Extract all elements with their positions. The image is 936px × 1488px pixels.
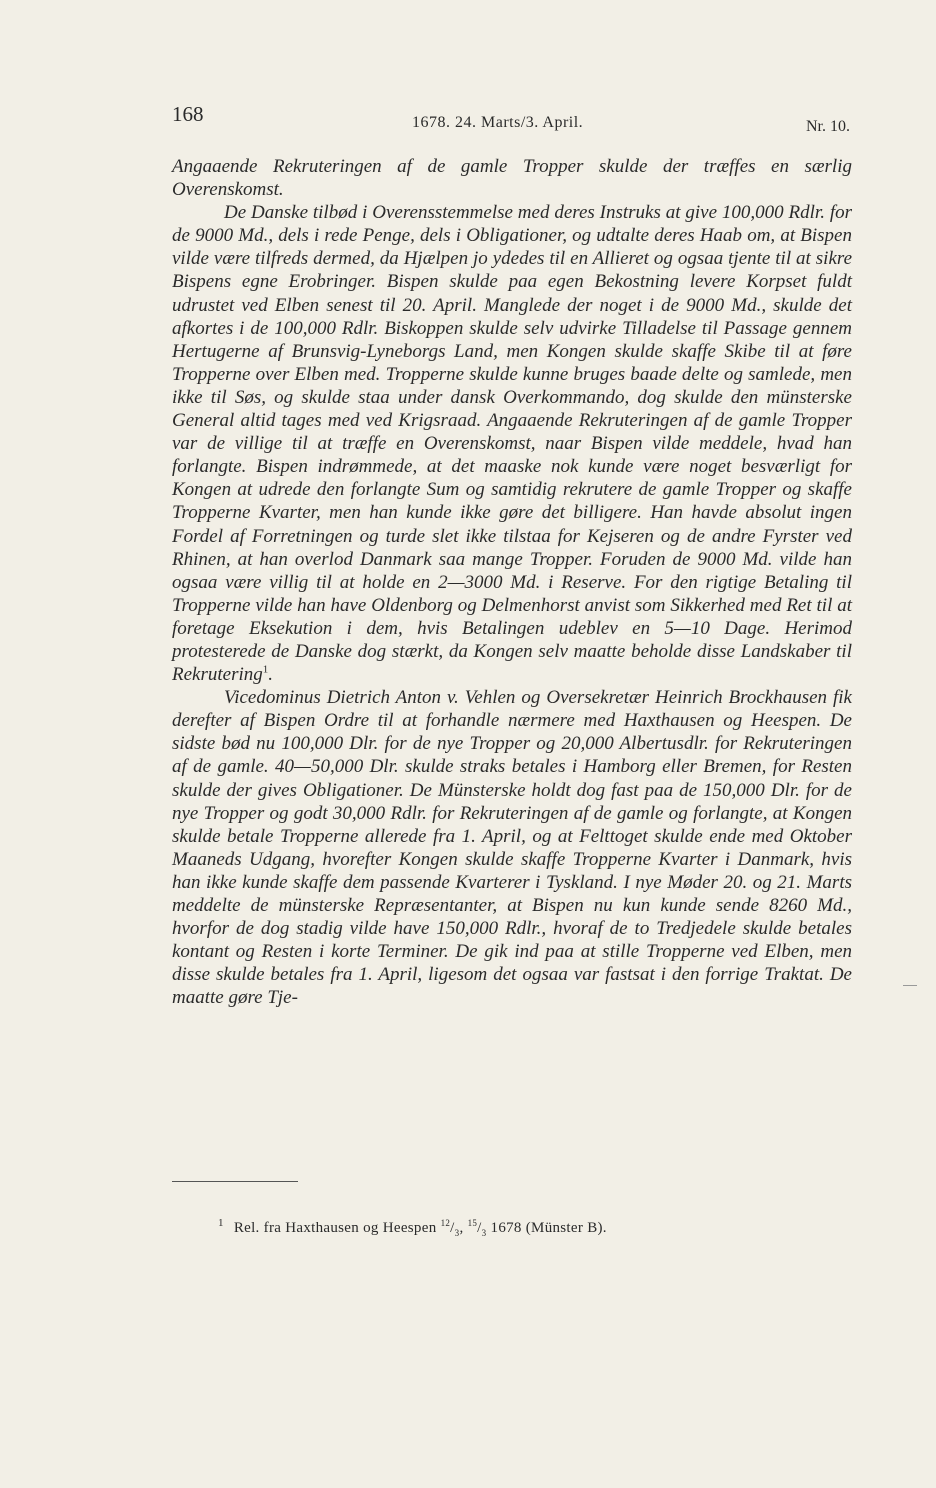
page-header <box>172 102 852 142</box>
body-text <box>172 155 852 1009</box>
footnote-date1-num: 12 <box>440 1218 451 1228</box>
footnote-divider <box>172 1181 298 1182</box>
footnote-suffix: 1678 (Münster B). <box>490 1220 607 1236</box>
footnote-date1-den: 3 <box>454 1228 460 1238</box>
footnote-date2-den: 3 <box>481 1228 487 1238</box>
footnote-date2-num: 15 <box>467 1218 478 1228</box>
footnote-marker: 1 <box>218 1217 224 1229</box>
paragraph-1: Angaaende Rekruteringen af de gamle Tropper skulde der træffes en særlig Overenskomst. <box>172 156 852 201</box>
page-number: 168 <box>172 102 204 126</box>
footnote-prefix: Rel. fra Haxthausen og Heespen <box>233 1220 437 1236</box>
footnote: $^1$ Rel. fra Haxthausen og Heespen $^{12}/_3$, $^{15}/_3$ 1678 (Münster B). <box>218 1217 607 1238</box>
footnote-reference[interactable]: 1 <box>262 663 269 676</box>
paragraph-3: Vicedominus Dietrich Anton v. Vehlen og Oversekretær Heinrich Brockhausen fik derefter af Bispen Ordre til at forhandle nærmere med Haxthausen og Heespen. De sidste bød nu 100,000 Dlr. for de nye Tropper og 20,000 Albertusdlr. for Rekruteringen af de gamle. 40—50,000 Dlr. skulde straks betales i Hamborg eller Bremen, for Resten skulde der gives Obligationer. De Münsterske holdt dog fast paa de 150,000 Dlr. for de nye Tropper og godt 30,000 Rdlr. for Rekruteringen af de gamle og forlangte, at Kongen skulde betale Tropperne allerede fra 1. April, og at Felttoget skulde ende med Oktober Maaneds Udgang, hvorefter Kongen skulde skaffe Tropperne Kvarter i Danmark, hvis han ikke kunde skaffe dem passende Kvarterer i Tyskland. I nye Møder 20. og 21. Marts meddelte de münsterske Repræsentanter, at Bispen nu kun kunde sende 8260 Md., hvorfor de dog stadig vilde have 150,000 Rdlr., hvoraf de to Tredjedele skulde betales kontant og Resten i korte Terminer. De gik ind paa at stille Tropperne ved Elben, men disse skulde betales fra 1. April, ligesom det ogsaa var fastsat i den forrige Traktat. De maatte gøre Tje- <box>172 687 852 1009</box>
paragraph-2-tail: . <box>268 664 274 686</box>
document-number: Nr. 10. <box>806 118 850 135</box>
margin-mark <box>903 985 917 986</box>
paragraph-2 <box>172 201 852 686</box>
running-title: 1678. 24. Marts/3. April. <box>412 114 584 131</box>
paragraph-2-text: De Danske tilbød i Overensstemmelse med deres Instruks at give 100,000 Rdlr. for de 9000 Md., dels i rede Penge, dels i Obligationer, og udtalte deres Haab om, at Bispen vilde være tilfreds dermed, da Hjælpen jo ydedes til en Allieret og ogsaa tjente til at sikre Bispens egne Erobringer. Bispen skulde paa egen Bekostning levere Korpset fuldt udrustet ved Elben senest til 20. April. Manglede der noget i de 9000 Md., skulde det afkortes i de 100,000 Rdlr. Biskoppen skulde selv udvirke Tilladelse til Passage gennem Hertugerne af Brunsvig-Lyneborgs Land, men Kongen skulde skaffe Skibe til at føre Tropperne over Elben med. Tropperne skulde kunne bruges baade delte og samlede, men ikke til Søs, og skulde staa under dansk Overkommando, dog skulde den münsterske General altid tages med ved Krigsraad. Angaaende Rekruteringen af de gamle Tropper var de villige til at træffe en Overenskomst, naar Bispen vilde meddele, hvad han forlangte. Bispen indrømmede, at det maaske nok kunde være noget besværligt for Kongen at udrede den forlangte Sum og samtidig rekrutere de gamle Tropper og skaffe Tropperne Kvarter, men han kunde ikke gøre det billigere. Han havde absolut ingen Fordel af Forretningen og turde slet ikke tilstaa for Kejseren og de andre Fyrster ved Rhinen, at han overlod Danmark saa mange Tropper. Foruden de 9000 Md. vilde han ogsaa være villig til at holde en 2—3000 Md. i Reserve. For den rigtige Betaling til Tropperne vilde han have Oldenborg og Delmenhorst anvist som Sikkerhed med Ret til at foretage Eksekution i dem, hvis Betalingen udeblev en 5—10 Dage. Herimod protesterede de Danske dog stærkt, da Kongen selv maatte beholde disse Landskaber til Rekrutering <box>172 202 852 686</box>
